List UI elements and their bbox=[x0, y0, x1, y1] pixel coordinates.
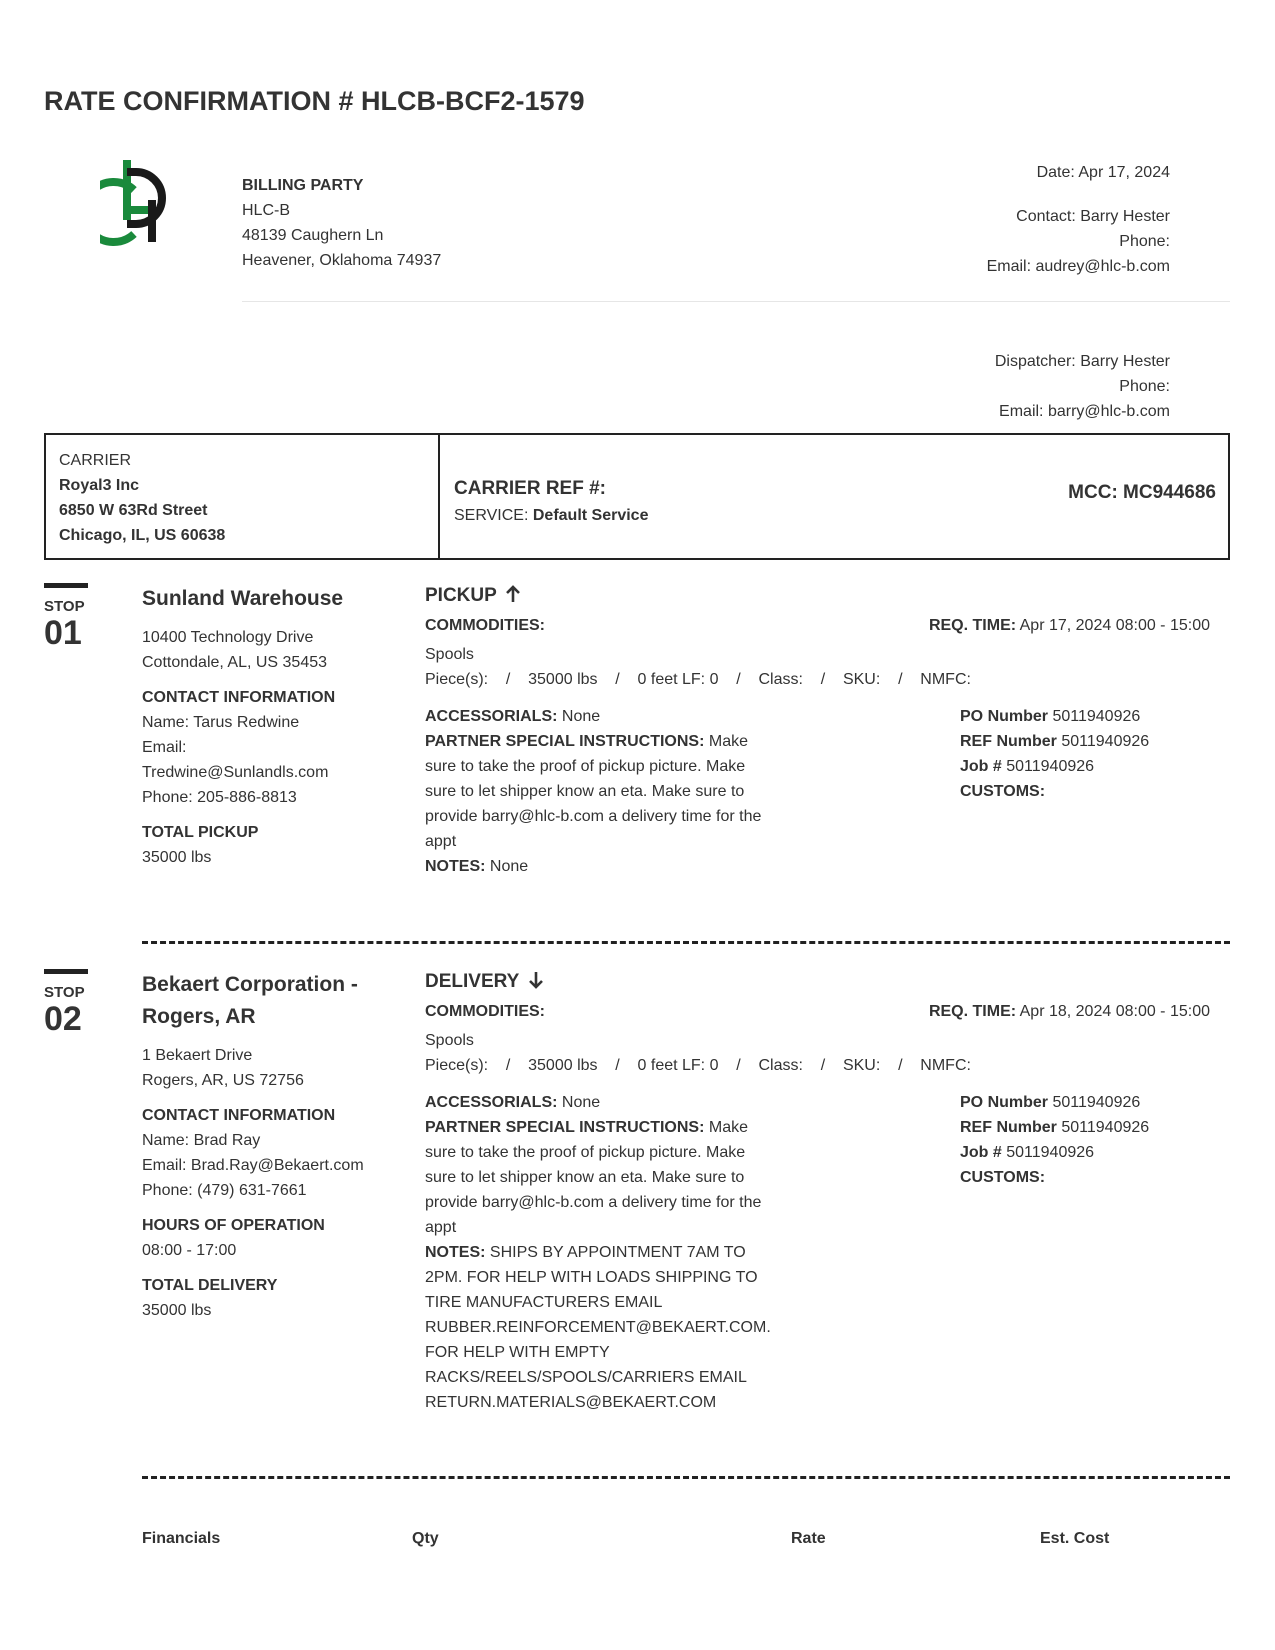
instructions-text: sure to take the proof of pickup picture. Make bbox=[425, 758, 746, 775]
dispatcher-name: Dispatcher: Barry Hester bbox=[994, 353, 1170, 370]
notes-text: RUBBER.REINFORCEMENT@BEKAERT.COM. bbox=[425, 1319, 771, 1336]
po-label: PO Number bbox=[960, 1094, 1049, 1111]
stop-location bbox=[142, 583, 402, 870]
dispatcher-block bbox=[995, 349, 1170, 424]
stop-label: STOP bbox=[44, 598, 85, 615]
notes-text: RETURN.MATERIALS@BEKAERT.COM bbox=[425, 1394, 717, 1411]
billing-label: BILLING PARTY bbox=[242, 177, 364, 194]
est-cost-heading: Est. Cost bbox=[1040, 1530, 1110, 1547]
contact-info bbox=[142, 685, 402, 810]
financials-heading: Financials bbox=[142, 1530, 221, 1547]
instructions-text: sure to take the proof of pickup picture. Make bbox=[425, 1144, 746, 1161]
req-time-label: REQ. TIME: bbox=[928, 1003, 1017, 1020]
notes-text: FOR HELP WITH EMPTY bbox=[425, 1344, 610, 1361]
contact-phone: Phone: 205-886-8813 bbox=[142, 789, 297, 806]
carrier-info bbox=[46, 435, 440, 558]
arrow-down-icon bbox=[528, 971, 544, 989]
req-time bbox=[929, 999, 1210, 1024]
stop-divider bbox=[142, 941, 1230, 944]
contact-info bbox=[142, 1103, 412, 1203]
contact-email: Email: Brad.Ray@Bekaert.com bbox=[142, 1157, 364, 1174]
stop-number: 01 bbox=[44, 614, 82, 652]
contact-block bbox=[987, 160, 1170, 279]
instructions-label: PARTNER SPECIAL INSTRUCTIONS: bbox=[425, 733, 705, 750]
po-value: 5011940926 bbox=[1052, 1094, 1141, 1111]
notes-line bbox=[425, 854, 810, 879]
ref-number bbox=[960, 1115, 1149, 1140]
hours-value: 08:00 - 17:00 bbox=[142, 1242, 237, 1259]
contact-email: Email: audrey@hlc-b.com bbox=[986, 258, 1170, 275]
carrier-box bbox=[44, 433, 1230, 560]
service-label: SERVICE: bbox=[454, 507, 529, 524]
instructions-text: Make bbox=[708, 1119, 748, 1136]
stop-number: 02 bbox=[44, 1000, 82, 1038]
po-label: PO Number bbox=[960, 708, 1049, 725]
ref-number bbox=[960, 729, 1149, 754]
ref-label: REF Number bbox=[960, 733, 1057, 750]
instructions-line bbox=[425, 1115, 815, 1140]
dispatcher-email: Email: barry@hlc-b.com bbox=[999, 403, 1170, 420]
accessorials-label: ACCESSORIALS: bbox=[425, 1094, 558, 1111]
location-address bbox=[142, 625, 402, 675]
doc-date: Date: Apr 17, 2024 bbox=[1036, 164, 1170, 181]
location-name: Bekaert Corporation - bbox=[142, 973, 358, 996]
total-value: 35000 lbs bbox=[142, 849, 212, 866]
service-line bbox=[454, 502, 648, 529]
carrier-address2: Chicago, IL, US 60638 bbox=[59, 527, 226, 544]
instructions-text: appt bbox=[425, 833, 457, 850]
req-time-label: REQ. TIME: bbox=[928, 617, 1017, 634]
location-name: Sunland Warehouse bbox=[142, 587, 344, 610]
commodities-label: COMMODITIES: bbox=[425, 617, 545, 634]
address-line2: Cottondale, AL, US 35453 bbox=[142, 654, 328, 671]
ref-label: REF Number bbox=[960, 1119, 1057, 1136]
carrier-address1: 6850 W 63Rd Street bbox=[59, 502, 208, 519]
po-number bbox=[960, 1090, 1149, 1115]
job-number bbox=[960, 1140, 1149, 1165]
instructions-text: provide barry@hlc-b.com a delivery time for the bbox=[425, 1194, 762, 1211]
contact-phone: Phone: bbox=[1119, 233, 1170, 250]
page-title: RATE CONFIRMATION # HLCB-BCF2-1579 bbox=[44, 86, 585, 116]
billing-name: HLC-B bbox=[242, 202, 291, 219]
carrier-mcc: MCC: MC944686 bbox=[1068, 482, 1216, 503]
carrier-ref-label: CARRIER REF #: bbox=[454, 478, 607, 499]
instructions-line bbox=[425, 729, 810, 754]
commodity-details: Piece(s): / 35000 lbs / 0 feet LF: 0 / Class: / SKU: / NMFC: bbox=[425, 1057, 971, 1074]
notes-text: 2PM. FOR HELP WITH LOADS SHIPPING TO bbox=[425, 1269, 758, 1286]
address-line1: 1 Bekaert Drive bbox=[142, 1047, 253, 1064]
qty-heading: Qty bbox=[412, 1530, 439, 1547]
notes-line bbox=[425, 1240, 815, 1265]
accessorials-line bbox=[425, 1090, 815, 1115]
job-label: Job # bbox=[960, 758, 1002, 775]
notes-text: None bbox=[489, 858, 529, 875]
req-time bbox=[929, 613, 1210, 638]
job-label: Job # bbox=[960, 1144, 1002, 1161]
action-label: PICKUP bbox=[425, 585, 497, 606]
total-heading: TOTAL PICKUP bbox=[142, 824, 259, 841]
notes-text: SHIPS BY APPOINTMENT 7AM TO bbox=[489, 1244, 746, 1261]
notes-text: TIRE MANUFACTURERS EMAIL bbox=[425, 1294, 663, 1311]
stop-marker bbox=[44, 969, 88, 1036]
carrier-name: Royal3 Inc bbox=[59, 477, 140, 494]
stop-label: STOP bbox=[44, 984, 85, 1001]
contact-heading: CONTACT INFORMATION bbox=[142, 1107, 336, 1124]
commodity-name: Spools bbox=[425, 646, 474, 663]
total-heading: TOTAL DELIVERY bbox=[142, 1277, 278, 1294]
job-value: 5011940926 bbox=[1006, 1144, 1095, 1161]
notes-text: RACKS/REELS/SPOOLS/CARRIERS EMAIL bbox=[425, 1369, 747, 1386]
job-value: 5011940926 bbox=[1006, 758, 1095, 775]
reference-numbers bbox=[960, 704, 1149, 804]
accessorials-value: None bbox=[561, 1094, 601, 1111]
contact-name: Contact: Barry Hester bbox=[1016, 208, 1170, 225]
notes-label: NOTES: bbox=[425, 1244, 486, 1261]
instructions-block bbox=[425, 704, 810, 879]
address-line1: 10400 Technology Drive bbox=[142, 629, 314, 646]
service-value: Default Service bbox=[532, 507, 649, 524]
instructions-text: provide barry@hlc-b.com a delivery time for the bbox=[425, 808, 762, 825]
contact-phone: Phone: (479) 631-7661 bbox=[142, 1182, 307, 1199]
job-number bbox=[960, 754, 1149, 779]
divider bbox=[242, 301, 1230, 302]
commodity-details: Piece(s): / 35000 lbs / 0 feet LF: 0 / Class: / SKU: / NMFC: bbox=[425, 671, 971, 688]
instructions-text: Make bbox=[708, 733, 748, 750]
po-value: 5011940926 bbox=[1052, 708, 1141, 725]
arrow-up-icon bbox=[505, 585, 521, 603]
accessorials-label: ACCESSORIALS: bbox=[425, 708, 558, 725]
dispatcher-phone: Phone: bbox=[1119, 378, 1170, 395]
stop-bar bbox=[44, 969, 88, 974]
reference-numbers bbox=[960, 1090, 1149, 1190]
instructions-label: PARTNER SPECIAL INSTRUCTIONS: bbox=[425, 1119, 705, 1136]
instructions-block bbox=[425, 1090, 815, 1415]
instructions-text: appt bbox=[425, 1219, 457, 1236]
hours-heading: HOURS OF OPERATION bbox=[142, 1217, 325, 1234]
hours-of-operation bbox=[142, 1213, 412, 1263]
total-weight bbox=[142, 1273, 412, 1323]
stop-divider bbox=[142, 1476, 1230, 1479]
accessorials-line bbox=[425, 704, 810, 729]
stop-location bbox=[142, 969, 412, 1323]
instructions-text: sure to let shipper know an eta. Make sure to bbox=[425, 1169, 745, 1186]
billing-party bbox=[242, 173, 441, 273]
accessorials-value: None bbox=[561, 708, 601, 725]
carrier-label: CARRIER bbox=[59, 452, 132, 469]
ref-value: 5011940926 bbox=[1061, 733, 1150, 750]
stop-action bbox=[425, 971, 544, 991]
contact-name: Name: Tarus Redwine bbox=[142, 714, 300, 731]
stop-marker bbox=[44, 583, 88, 650]
contact-email: Tredwine@Sunlandls.com bbox=[142, 764, 329, 781]
company-logo bbox=[100, 150, 180, 250]
commodity-name: Spools bbox=[425, 1032, 474, 1049]
customs-label: CUSTOMS: bbox=[960, 1169, 1046, 1186]
customs-label: CUSTOMS: bbox=[960, 783, 1046, 800]
total-value: 35000 lbs bbox=[142, 1302, 212, 1319]
req-time-value: Apr 17, 2024 08:00 - 15:00 bbox=[1019, 617, 1210, 634]
action-label: DELIVERY bbox=[425, 971, 520, 992]
location-address bbox=[142, 1043, 412, 1093]
stop-action bbox=[425, 585, 521, 605]
billing-address2: Heavener, Oklahoma 74937 bbox=[242, 252, 442, 269]
carrier-ref bbox=[454, 475, 648, 529]
contact-email-label: Email: bbox=[142, 739, 187, 756]
rate-heading: Rate bbox=[791, 1530, 826, 1547]
po-number bbox=[960, 704, 1149, 729]
commodities-label: COMMODITIES: bbox=[425, 1003, 545, 1020]
instructions-text: sure to let shipper know an eta. Make sure to bbox=[425, 783, 745, 800]
billing-address1: 48139 Caughern Ln bbox=[242, 227, 384, 244]
location-name: Rogers, AR bbox=[142, 1005, 256, 1028]
total-weight bbox=[142, 820, 402, 870]
ref-value: 5011940926 bbox=[1061, 1119, 1150, 1136]
contact-name: Name: Brad Ray bbox=[142, 1132, 261, 1149]
notes-label: NOTES: bbox=[425, 858, 486, 875]
req-time-value: Apr 18, 2024 08:00 - 15:00 bbox=[1019, 1003, 1210, 1020]
stop-bar bbox=[44, 583, 88, 588]
contact-heading: CONTACT INFORMATION bbox=[142, 689, 336, 706]
address-line2: Rogers, AR, US 72756 bbox=[142, 1072, 304, 1089]
